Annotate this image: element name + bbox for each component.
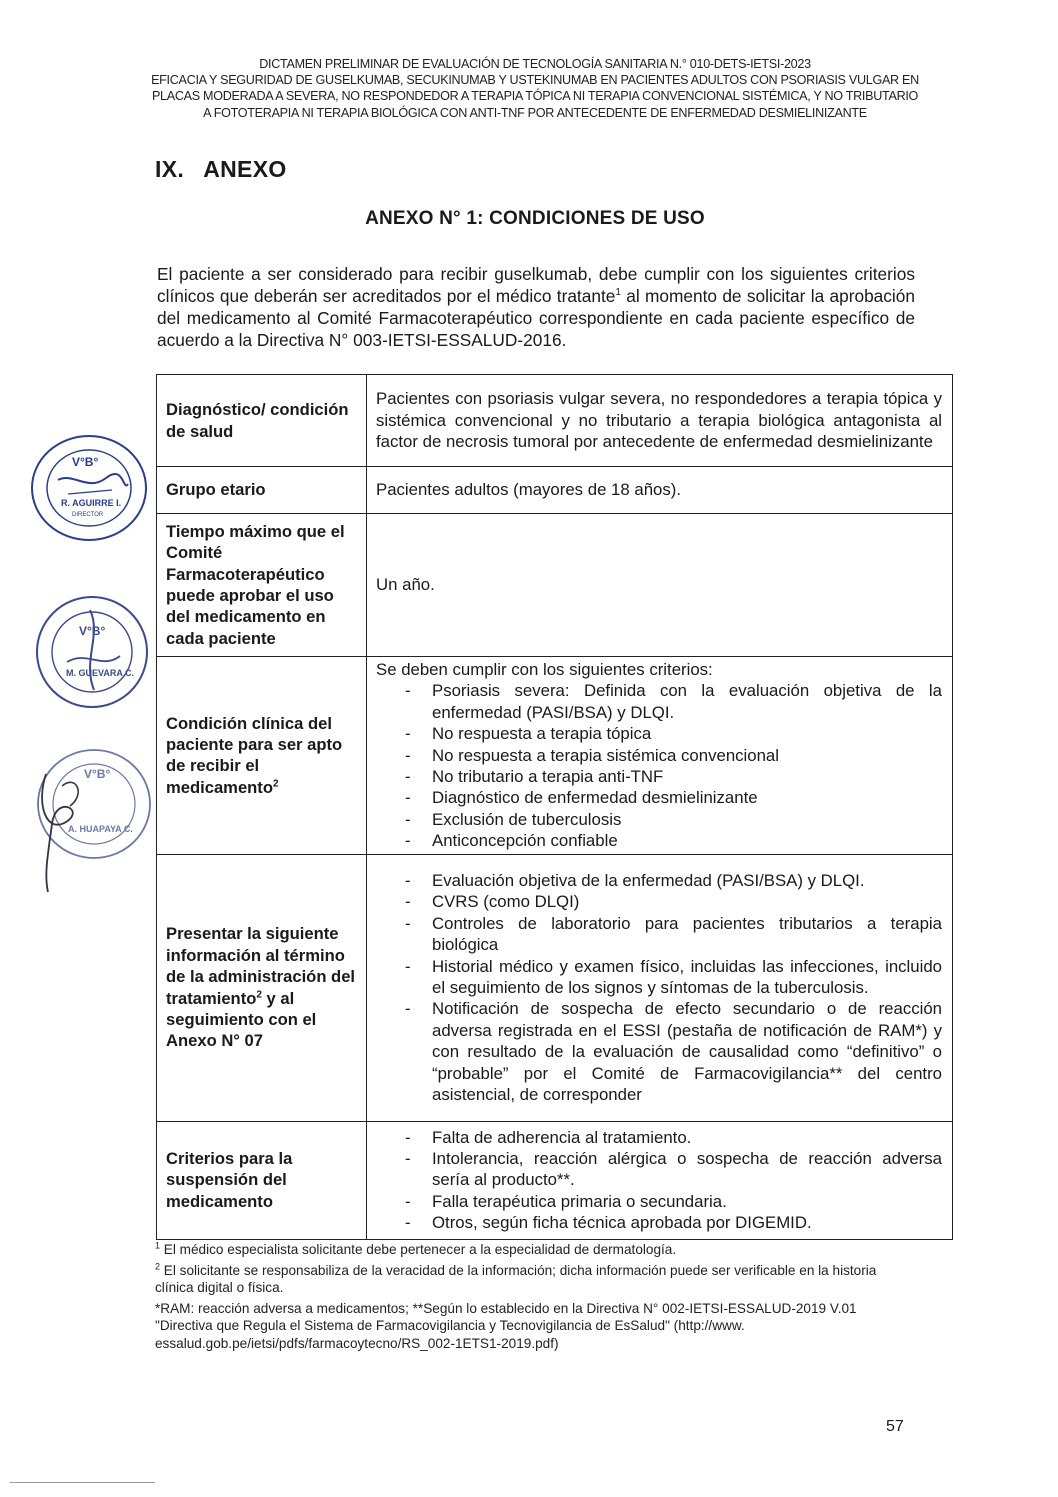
list-item: - No tributario a terapia anti-TNF	[376, 766, 942, 787]
row-label: Criterios para la suspensión del medicamento	[157, 1121, 367, 1239]
approval-stamp-huapaya	[26, 744, 156, 894]
row-label	[157, 657, 367, 855]
table-row	[157, 467, 953, 514]
header-line: DICTAMEN PRELIMINAR DE EVALUACIÓN DE TECNOLOGÍA SANITARIA N.° 010-DETS-IETSI-2023	[259, 57, 811, 71]
list-item: - Psoriasis severa: Definida con la evaluación objetiva de la enfermedad (PASI/BSA) y DLQI.	[376, 680, 942, 723]
row-label-text: y al seguimiento con el Anexo N° 07	[166, 988, 317, 1051]
row-label	[157, 854, 367, 1121]
row-label: Tiempo máximo que el Comité Farmacoterapéutico puede aprobar el uso del medicamento en cada paciente	[157, 514, 367, 657]
list-item: - Anticoncepción confiable	[376, 830, 942, 851]
table-row	[157, 657, 953, 855]
header-line: EFICACIA Y SEGURIDAD DE GUSELKUMAB, SECUKINUMAB Y USTEKINUMAB EN PACIENTES ADULTOS CON PSORIASIS VULGAR EN	[151, 73, 919, 88]
information-list	[376, 870, 942, 1105]
stamp-name: A. HUAPAYA C.	[68, 824, 133, 834]
list-item: - Falla terapéutica primaria o secundaria.	[376, 1191, 942, 1212]
list-item: - Falta de adherencia al tratamiento.	[376, 1127, 942, 1148]
approval-stamp-guevara	[32, 590, 150, 718]
table-row	[157, 854, 953, 1121]
footnote: *RAM: reacción adversa a medicamentos; **Según lo establecido en la Directiva N° 002-IETSI-ESSALUD-2019 V.01 "Directiva que Regula el Sistema de Farmacovigilancia y Tecnovigilancia de EsSalud" (http://www. essalud.gob.pe/ietsi/pdfs/farmacoytecno/RS_002-1ETS1-2019.pdf)	[155, 1300, 857, 1351]
approval-stamp-aguirre	[28, 432, 150, 544]
row-value	[367, 1121, 953, 1239]
footnote	[155, 1241, 915, 1259]
stamp-vb: V°B°	[79, 624, 106, 638]
divider	[10, 1482, 155, 1483]
list-item: - Historial médico y examen físico, incluidas las infecciones, incluido el seguimiento de los signos y síntomas de la tuberculosis.	[376, 956, 942, 999]
table-row	[157, 1121, 953, 1239]
footnote-number: 2	[155, 1260, 161, 1271]
intro-text: al momento de solicitar la aprobación del medicamento al Comité Farmacoterapéutico correspondiente en cada paciente específico de acuerdo a la Directiva N° 003-IETSI-ESSALUD-2016.	[157, 286, 915, 350]
footnote-ref: 1	[615, 287, 621, 299]
row-value: Pacientes adultos (mayores de 18 años).	[367, 467, 953, 514]
footnote	[155, 1262, 915, 1297]
page-number: 57	[886, 1418, 904, 1435]
section-title: IX. ANEXO	[155, 156, 287, 182]
list-item: - Otros, según ficha técnica aprobada por DIGEMID.	[376, 1212, 942, 1233]
footnote-text: El solicitante se responsabiliza de la veracidad de la información; dicha información puede ser verificable en la historia clínica digital o física.	[155, 1262, 877, 1295]
footnote-ref: 2	[272, 778, 279, 790]
footnote-ref: 2	[256, 989, 262, 1001]
list-item: - Notificación de sospecha de efecto secundario o de reacción adversa registrada en el ESSI (pestaña de notificación de RAM*) y con resultado de la evaluación de causalidad como “definitivo” o “probable” por el Comité de Farmacovigilancia** del centro asistencial, de corresponder	[376, 998, 942, 1105]
row-value: Pacientes con psoriasis vulgar severa, no respondedores a terapia tópica y sistémica convencional y no tributario a terapia biológica antagonista al factor de necrosis tumoral por antecedente de enfermedad desmielinizante	[367, 375, 953, 467]
row-value	[367, 854, 953, 1121]
footnote-number: 1	[155, 1240, 161, 1251]
row-value: Un año.	[367, 514, 953, 657]
list-item: - Evaluación objetiva de la enfermedad (PASI/BSA) y DLQI.	[376, 870, 942, 891]
row-label: Grupo etario	[157, 467, 367, 514]
list-item: - Intolerancia, reacción alérgica o sospecha de reacción adversa sería al producto**.	[376, 1148, 942, 1191]
list-item: - No respuesta a terapia tópica	[376, 723, 942, 744]
header-line: A FOTOTERAPIA NI TERAPIA BIOLÓGICA CON ANTI-TNF POR ANTECEDENTE DE ENFERMEDAD DESMIELINIZANTE	[203, 105, 867, 120]
list-item: - CVRS (como DLQI)	[376, 891, 942, 912]
list-item: - Diagnóstico de enfermedad desmielinizante	[376, 787, 942, 808]
header-line: PLACAS MODERADA A SEVERA, NO RESPONDEDOR A TERAPIA TÓPICA NI TERAPIA CONVENCIONAL SISTÉMICA, Y NO TRIBUTARIO	[151, 89, 919, 104]
row-label-text: Condición clínica del paciente para ser apto de recibir el medicamento	[166, 713, 343, 797]
row-label-text: Presentar la siguiente información al término de la administración del tratamiento	[166, 924, 356, 1008]
list-item: - Controles de laboratorio para pacientes tributarios a terapia biológica	[376, 913, 942, 956]
stamp-name: R. AGUIRRE I.	[61, 498, 122, 508]
table-row	[157, 375, 953, 467]
row-label: Diagnóstico/ condición de salud	[157, 375, 367, 467]
stamp-vb: V°B°	[72, 455, 99, 469]
intro-text: El paciente a ser considerado para recibir guselkumab, debe cumplir con los siguientes criterios clínicos que deberán ser acreditados por el médico tratante	[157, 264, 915, 306]
list-item: - Exclusión de tuberculosis	[376, 809, 942, 830]
stamp-role: DIRECTOR	[72, 512, 104, 518]
criteria-list	[376, 680, 942, 851]
footnote-text: El médico especialista solicitante debe pertenecer a la especialidad de dermatología.	[160, 1242, 677, 1257]
intro-paragraph	[157, 263, 915, 351]
footnotes	[155, 1241, 915, 1355]
stamp-vb: V°B°	[84, 767, 111, 781]
stamp-name: M. GUEVARA C.	[66, 668, 135, 678]
annex-title: ANEXO N° 1: CONDICIONES DE USO	[365, 208, 705, 229]
list-item: - No respuesta a terapia sistémica convencional	[376, 745, 942, 766]
criteria-intro: Se deben cumplir con los siguientes criterios:	[376, 660, 713, 679]
table-row	[157, 514, 953, 657]
conditions-table	[156, 374, 953, 1240]
suspension-list	[376, 1127, 942, 1234]
document-header	[150, 56, 920, 121]
row-value	[367, 657, 953, 855]
